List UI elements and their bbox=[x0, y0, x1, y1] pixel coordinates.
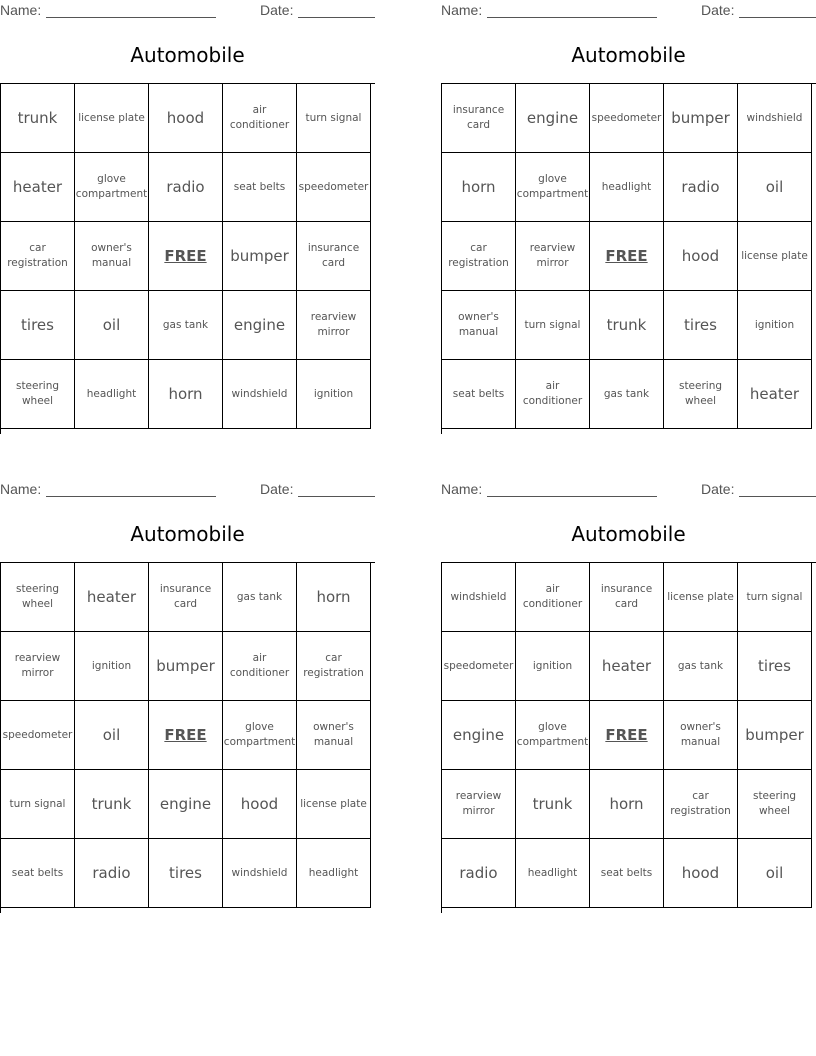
bingo-cell: owner's manual bbox=[297, 701, 371, 770]
name-label: Name: bbox=[441, 2, 483, 18]
bingo-grid bbox=[441, 562, 816, 913]
bingo-cell: turn signal bbox=[1, 770, 75, 839]
date-blank-line bbox=[739, 17, 816, 18]
bingo-cell: rearview mirror bbox=[1, 632, 75, 701]
bingo-cell: rearview mirror bbox=[442, 770, 516, 839]
bingo-cell: speedometer bbox=[297, 153, 371, 222]
bingo-cell: glove compartment bbox=[75, 153, 149, 222]
bingo-cell: engine bbox=[516, 84, 590, 153]
bingo-cell: insurance card bbox=[590, 563, 664, 632]
bingo-cell: trunk bbox=[1, 84, 75, 153]
date-label: Date: bbox=[260, 481, 294, 497]
bingo-cell: glove compartment bbox=[223, 701, 297, 770]
date-label: Date: bbox=[701, 2, 735, 18]
bingo-cell: bumper bbox=[149, 632, 223, 701]
bingo-grid bbox=[0, 83, 375, 434]
bingo-cell: engine bbox=[442, 701, 516, 770]
bingo-cell: insurance card bbox=[442, 84, 516, 153]
card-title: Automobile bbox=[571, 43, 686, 67]
bingo-cell: glove compartment bbox=[516, 153, 590, 222]
bingo-cell: windshield bbox=[223, 360, 297, 429]
bingo-cell: air conditioner bbox=[516, 360, 590, 429]
bingo-cell: owner's manual bbox=[664, 701, 738, 770]
bingo-cell: insurance card bbox=[297, 222, 371, 291]
bingo-cell: radio bbox=[75, 839, 149, 908]
bingo-cell: radio bbox=[149, 153, 223, 222]
bingo-cell: speedometer bbox=[1, 701, 75, 770]
bingo-cell: speedometer bbox=[590, 84, 664, 153]
bingo-cell: tires bbox=[738, 632, 812, 701]
bingo-cell: car registration bbox=[664, 770, 738, 839]
bingo-cell: insurance card bbox=[149, 563, 223, 632]
name-blank-line bbox=[46, 496, 216, 497]
bingo-cell: license plate bbox=[297, 770, 371, 839]
bingo-cell: air conditioner bbox=[223, 632, 297, 701]
bingo-cell: car registration bbox=[297, 632, 371, 701]
bingo-cell: rearview mirror bbox=[297, 291, 371, 360]
bingo-cell: engine bbox=[223, 291, 297, 360]
bingo-cell: hood bbox=[223, 770, 297, 839]
bingo-cell: heater bbox=[738, 360, 812, 429]
bingo-cell: tires bbox=[664, 291, 738, 360]
bingo-cell: bumper bbox=[738, 701, 812, 770]
name-label: Name: bbox=[0, 2, 42, 18]
bingo-cell: headlight bbox=[297, 839, 371, 908]
bingo-cell: rearview mirror bbox=[516, 222, 590, 291]
name-date-header bbox=[441, 481, 816, 499]
bingo-cell: gas tank bbox=[664, 632, 738, 701]
bingo-cell: heater bbox=[1, 153, 75, 222]
bingo-cell: windshield bbox=[738, 84, 812, 153]
bingo-card bbox=[0, 479, 375, 882]
bingo-cell: license plate bbox=[75, 84, 149, 153]
name-label: Name: bbox=[0, 481, 42, 497]
bingo-cell: tires bbox=[1, 291, 75, 360]
bingo-cell: turn signal bbox=[297, 84, 371, 153]
bingo-cell: headlight bbox=[75, 360, 149, 429]
bingo-cell: trunk bbox=[516, 770, 590, 839]
bingo-cell: radio bbox=[442, 839, 516, 908]
bingo-cell: seat belts bbox=[1, 839, 75, 908]
name-blank-line bbox=[46, 17, 216, 18]
bingo-cell: oil bbox=[738, 153, 812, 222]
bingo-cell: ignition bbox=[297, 360, 371, 429]
bingo-cell: gas tank bbox=[149, 291, 223, 360]
bingo-cell: seat belts bbox=[590, 839, 664, 908]
name-date-header bbox=[0, 2, 375, 20]
bingo-cell: steering wheel bbox=[664, 360, 738, 429]
bingo-cell: headlight bbox=[516, 839, 590, 908]
bingo-cell: gas tank bbox=[590, 360, 664, 429]
bingo-cell: ignition bbox=[75, 632, 149, 701]
bingo-card bbox=[441, 0, 816, 407]
name-date-header bbox=[441, 2, 816, 20]
bingo-cell: oil bbox=[75, 701, 149, 770]
bingo-cell: air conditioner bbox=[516, 563, 590, 632]
bingo-cell: owner's manual bbox=[442, 291, 516, 360]
bingo-cell: oil bbox=[75, 291, 149, 360]
bingo-cell: hood bbox=[149, 84, 223, 153]
card-title: Automobile bbox=[571, 522, 686, 546]
bingo-cell: car registration bbox=[1, 222, 75, 291]
bingo-cell: hood bbox=[664, 839, 738, 908]
bingo-cell: windshield bbox=[442, 563, 516, 632]
name-label: Name: bbox=[441, 481, 483, 497]
bingo-cell: steering wheel bbox=[1, 360, 75, 429]
bingo-cell: license plate bbox=[664, 563, 738, 632]
bingo-cell: horn bbox=[442, 153, 516, 222]
bingo-grid bbox=[0, 562, 375, 913]
bingo-cell: trunk bbox=[590, 291, 664, 360]
bingo-cell: horn bbox=[149, 360, 223, 429]
bingo-cell: trunk bbox=[75, 770, 149, 839]
date-blank-line bbox=[739, 496, 816, 497]
bingo-cell: car registration bbox=[442, 222, 516, 291]
bingo-cell: ignition bbox=[516, 632, 590, 701]
bingo-cell: horn bbox=[590, 770, 664, 839]
bingo-cell: glove compartment bbox=[516, 701, 590, 770]
bingo-cell: heater bbox=[75, 563, 149, 632]
name-blank-line bbox=[487, 17, 657, 18]
name-blank-line bbox=[487, 496, 657, 497]
date-blank-line bbox=[298, 496, 375, 497]
bingo-cell: seat belts bbox=[223, 153, 297, 222]
bingo-card bbox=[0, 0, 375, 407]
bingo-cell: air conditioner bbox=[223, 84, 297, 153]
bingo-cell: radio bbox=[664, 153, 738, 222]
bingo-cell: turn signal bbox=[738, 563, 812, 632]
name-date-header bbox=[0, 481, 375, 499]
bingo-card bbox=[441, 479, 816, 882]
bingo-cell: bumper bbox=[223, 222, 297, 291]
bingo-cell: engine bbox=[149, 770, 223, 839]
card-title: Automobile bbox=[130, 43, 245, 67]
free-space-cell: FREE bbox=[149, 701, 223, 770]
free-space-cell: FREE bbox=[590, 701, 664, 770]
bingo-cell: windshield bbox=[223, 839, 297, 908]
date-blank-line bbox=[298, 17, 375, 18]
date-label: Date: bbox=[260, 2, 294, 18]
bingo-cell: horn bbox=[297, 563, 371, 632]
bingo-cell: gas tank bbox=[223, 563, 297, 632]
bingo-grid bbox=[441, 83, 816, 434]
bingo-cell: steering wheel bbox=[1, 563, 75, 632]
date-label: Date: bbox=[701, 481, 735, 497]
bingo-cell: speedometer bbox=[442, 632, 516, 701]
bingo-cell: license plate bbox=[738, 222, 812, 291]
bingo-cell: bumper bbox=[664, 84, 738, 153]
bingo-cell: headlight bbox=[590, 153, 664, 222]
bingo-cell: turn signal bbox=[516, 291, 590, 360]
bingo-cell: steering wheel bbox=[738, 770, 812, 839]
free-space-cell: FREE bbox=[149, 222, 223, 291]
bingo-cell: seat belts bbox=[442, 360, 516, 429]
bingo-cell: owner's manual bbox=[75, 222, 149, 291]
card-title: Automobile bbox=[130, 522, 245, 546]
bingo-cell: heater bbox=[590, 632, 664, 701]
bingo-cell: oil bbox=[738, 839, 812, 908]
bingo-cell: tires bbox=[149, 839, 223, 908]
bingo-cell: hood bbox=[664, 222, 738, 291]
free-space-cell: FREE bbox=[590, 222, 664, 291]
bingo-cell: ignition bbox=[738, 291, 812, 360]
